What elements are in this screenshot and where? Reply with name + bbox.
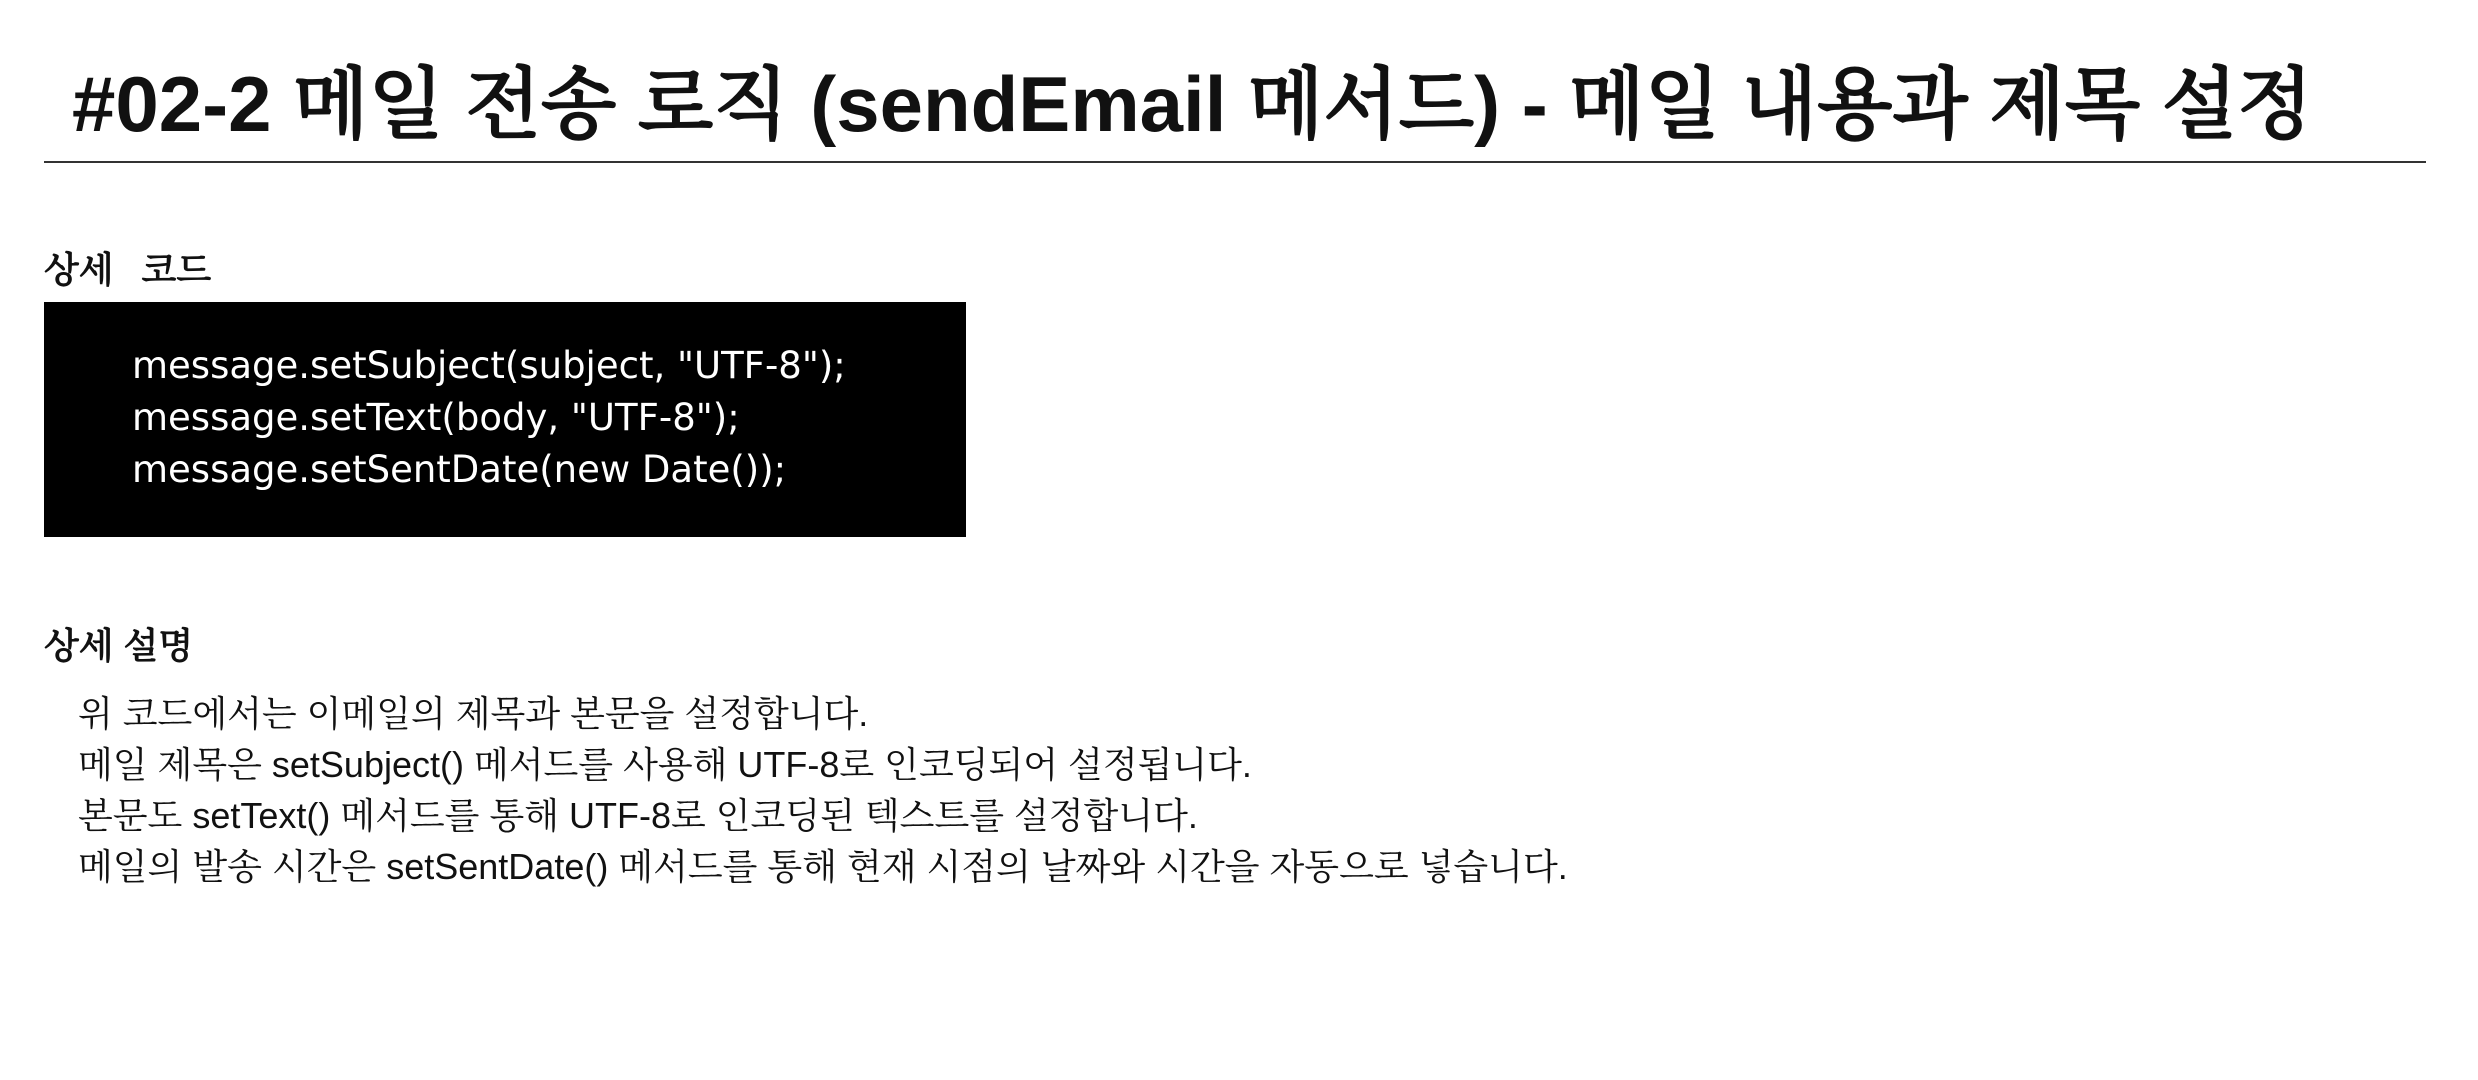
code-section-heading: 상세 코드 — [44, 249, 212, 290]
description-line: 메일 제목은 setSubject() 메서드를 사용해 UTF-8로 인코딩되어 설정됩니다. — [78, 744, 1252, 785]
code-line: message.setSentDate(new Date()); — [132, 448, 787, 491]
title-divider — [44, 161, 2426, 163]
page-title: #02-2 메일 전송 로직 (sendEmail 메서드) - 메일 내용과 제목 설정 — [72, 60, 2313, 148]
description-line: 본문도 setText() 메서드를 통해 UTF-8로 인코딩된 텍스트를 설정합니다. — [78, 795, 1198, 836]
description-body — [78, 688, 1568, 892]
code-line: message.setSubject(subject, "UTF-8"); — [132, 344, 846, 387]
code-line: message.setText(body, "UTF-8"); — [132, 396, 740, 439]
description-line: 위 코드에서는 이메일의 제목과 본문을 설정합니다. — [78, 693, 869, 734]
description-section-heading: 상세 설명 — [44, 625, 194, 666]
description-line: 메일의 발송 시간은 setSentDate() 메서드를 통해 현재 시점의 날짜와 시간을 자동으로 넣습니다. — [78, 846, 1568, 887]
code-block — [44, 302, 966, 537]
